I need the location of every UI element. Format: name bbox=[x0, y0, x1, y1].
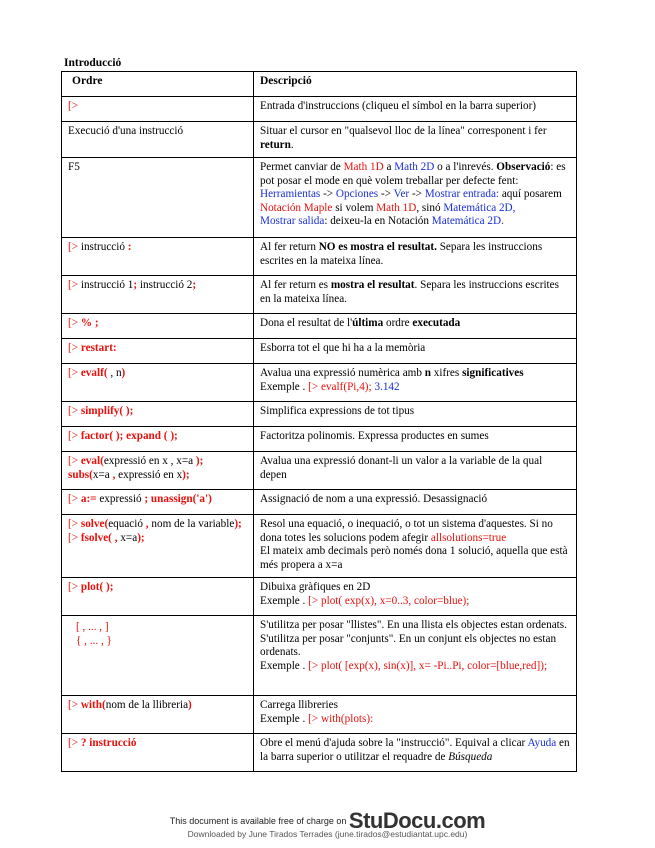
cell-desc: Esborra tot el que hi ha a la memòria bbox=[254, 339, 577, 364]
table-row bbox=[62, 238, 577, 276]
table-row bbox=[62, 158, 577, 238]
document-title: Introducció bbox=[64, 57, 122, 69]
header-descripcio: Descripció bbox=[254, 72, 577, 97]
table-row bbox=[62, 276, 577, 314]
table-row bbox=[62, 734, 577, 772]
cell-ordre: [> % ; bbox=[62, 314, 254, 339]
cell-desc: Avalua una expressió numèrica amb n xifres significatives Exemple . [> evalf(Pi,4); 3.142 bbox=[254, 364, 577, 402]
cell-desc: Factoritza polinomis. Expressa productes en sumes bbox=[254, 427, 577, 452]
table-row bbox=[62, 452, 577, 490]
table-row bbox=[62, 578, 577, 616]
cell-ordre: [> ? instrucció bbox=[62, 734, 254, 772]
cell-desc: Avalua una expressió donant-li un valor a la variable de la qual depen bbox=[254, 452, 577, 490]
cell-ordre: [> eval(expressió en x , x=a ); subs(x=a , expressió en x); bbox=[62, 452, 254, 490]
table-row bbox=[62, 402, 577, 427]
cell-ordre: [> instrucció 1; instrucció 2; bbox=[62, 276, 254, 314]
table-row bbox=[62, 616, 577, 696]
cell-ordre: [> restart: bbox=[62, 339, 254, 364]
cell-desc: Dona el resultat de l'última ordre executada bbox=[254, 314, 577, 339]
table-row bbox=[62, 696, 577, 734]
cell-desc: Al fer return NO es mostra el resultat. Separa les instruccions escrites en la mateixa línea. bbox=[254, 238, 577, 276]
cell-desc: Al fer return es mostra el resultat. Separa les instruccions escrites en la mateixa línea. bbox=[254, 276, 577, 314]
cell-ordre: [> solve(equació , nom de la variable); [> fsolve( , x=a); bbox=[62, 515, 254, 578]
table-row bbox=[62, 490, 577, 515]
footer-downloaded: Downloaded by June Tirados Terrades (june.tirados@estudiantat.upc.edu) bbox=[187, 829, 468, 839]
cell-desc: Entrada d'instruccions (cliqueu el símbol en la barra superior) bbox=[254, 97, 577, 122]
studocu-logo[interactable]: StuDocu.com bbox=[348, 808, 486, 833]
footer-available-text: This document is available free of charge on bbox=[169, 816, 347, 826]
cell-desc: Carrega llibreries Exemple . [> with(plots): bbox=[254, 696, 577, 734]
table-row bbox=[62, 97, 577, 122]
cell-desc: S'utilitza per posar "llistes". En una llista els objectes estan ordenats. S'utilitza per posar "conjunts". En un conjunt els objectes no estan ordenats. Exemple . [> plot( [exp(x), sin(x)], x= -Pi..Pi, color=[blue,red]); bbox=[254, 616, 577, 696]
table-row bbox=[62, 515, 577, 578]
cell-ordre: [> bbox=[62, 97, 254, 122]
table-row bbox=[62, 364, 577, 402]
cell-desc: Obre el menú d'ajuda sobre la "instrucció". Equival a clicar Ayuda en la barra superior o utilitzar el requadre de Búsqueda bbox=[254, 734, 577, 772]
cell-ordre: [ , ... , ] { , ... , } bbox=[62, 616, 254, 696]
cell-ordre: [> factor( ); expand ( ); bbox=[62, 427, 254, 452]
table-header-row bbox=[62, 72, 577, 97]
cell-ordre: [> instrucció : bbox=[62, 238, 254, 276]
cell-desc: Dibuixa gràfiques en 2D Exemple . [> plot( exp(x), x=0..3, color=blue); bbox=[254, 578, 577, 616]
table-row bbox=[62, 339, 577, 364]
cell-ordre: [> evalf( , n) bbox=[62, 364, 254, 402]
cell-desc: Resol una equació, o inequació, o tot un sistema d'aquestes. Si no dona totes les solucions podem afegir allsolutions=true El mateix amb decimals però només dona 1 solució, aquella que està més propera a x=a bbox=[254, 515, 577, 578]
commands-table bbox=[61, 71, 577, 772]
cell-desc: Assignació de nom a una expressió. Desassignació bbox=[254, 490, 577, 515]
cell-ordre: [> with(nom de la llibreria) bbox=[62, 696, 254, 734]
cell-ordre: [> simplify( ); bbox=[62, 402, 254, 427]
cell-desc: Situar el cursor en "qualsevol lloc de la línea" corresponent i fer return. bbox=[254, 122, 577, 158]
cell-ordre: [> plot( ); bbox=[62, 578, 254, 616]
cell-ordre: Execució d'una instrucció bbox=[62, 122, 254, 158]
table-row bbox=[62, 427, 577, 452]
cell-desc: Permet canviar de Math 1D a Math 2D o a l'inrevés. Observació: es pot posar el mode en què volem treballar per defecte fent: Herramientas -> Opciones -> Ver -> Mostrar entrada: aquí posarem Notación Maple si volem Math 1D, sinó Matemática 2D, Mostrar salida: deixeu-la en Notación Matemática 2D. bbox=[254, 158, 577, 238]
cell-ordre: [> a:= expressió ; unassign('a') bbox=[62, 490, 254, 515]
cell-desc: Simplifica expressions de tot tipus bbox=[254, 402, 577, 427]
table-row bbox=[62, 314, 577, 339]
cell-ordre: F5 bbox=[62, 158, 254, 238]
header-ordre: Ordre bbox=[62, 72, 254, 97]
table-row bbox=[62, 122, 577, 158]
